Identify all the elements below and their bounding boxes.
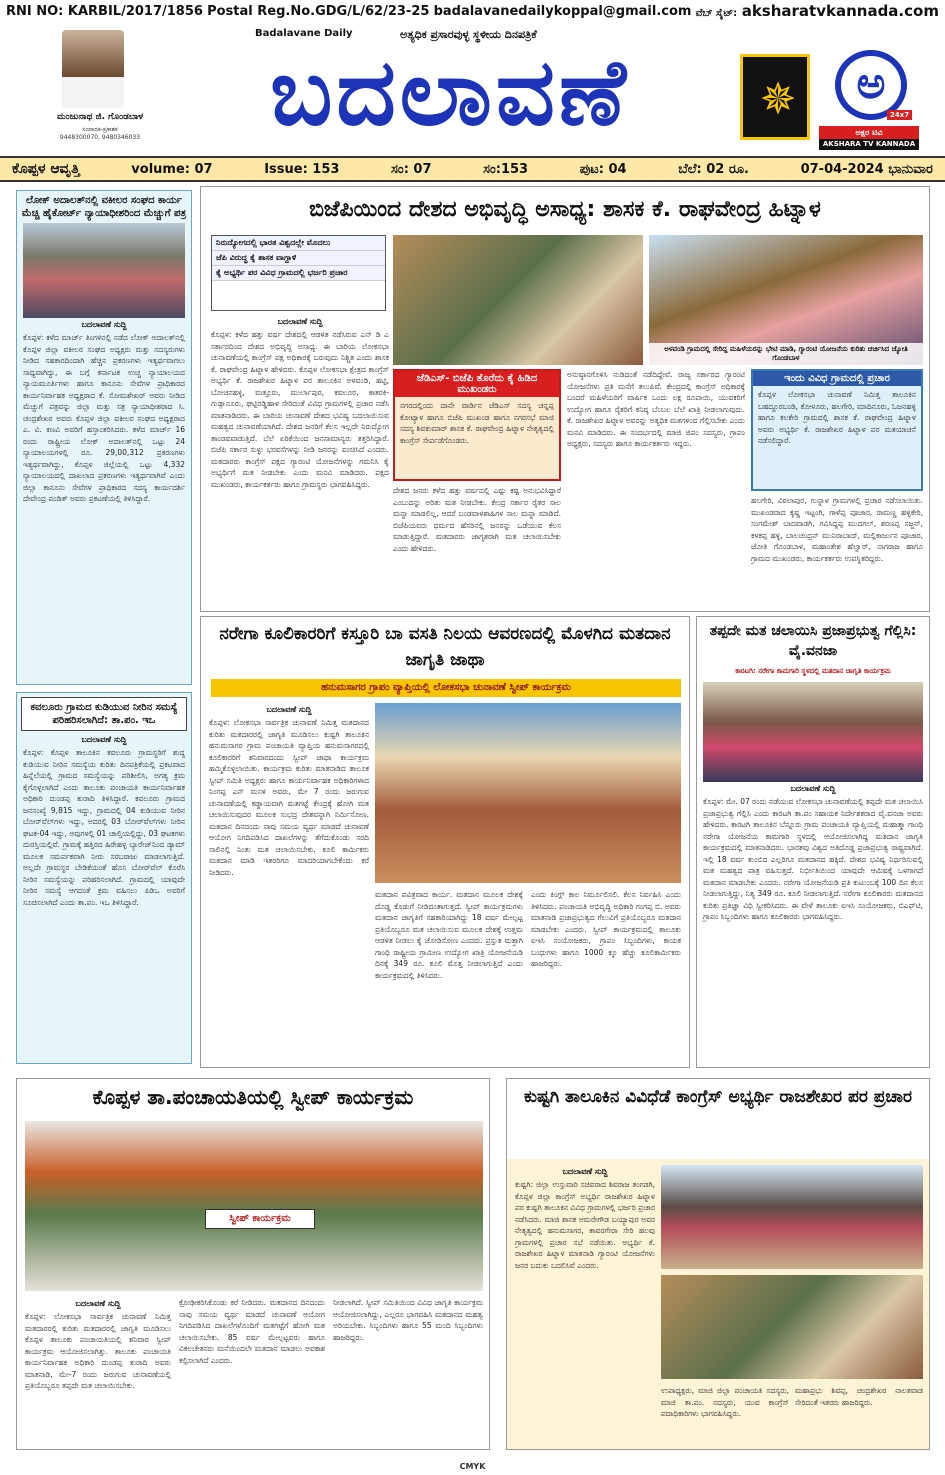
sidebar-campaign-today	[751, 369, 923, 491]
article-body: ಕೊಪ್ಪಳ: ಲೋಕಸಭಾ ಸಾರ್ವತ್ರಿಕ ಚುನಾವಣೆ ನಿಮಿತ್ತ ಮತದಾನದ ಕುರಿತು ಮತದಾರರಲ್ಲಿ ಜಾಗೃತಿ ಮೂಡಿಸಲು ಕುಷ್ಟಗಿ ತಾಲೂಕಿನ ಹನುಮಸಾಗರ ಗ್ರಾಮ ಪಂಚಾಯತಿ ವ್ಯಾಪ್ತಿಯ ಹನುಮಸಾಗರದಲ್ಲಿ ಕೂಲಿಕಾರರಿಗೆ ಶನಿವಾರದಂದು ಸ್ವೀಪ್ ಜಾಥಾ ಕಾರ್ಯಕ್ರಮ ಹಮ್ಮಿಕೊಳ್ಳಲಾಯಿತು. ಕಾರ್ಯಕ್ರಮ ಕುರಿತು ಮಾತನಾಡಿದ ತಾಲೂಕ ಸ್ವೀಪ್ ಸಮಿತಿ ಅಧ್ಯಕ್ಷರು ಹಾಗೂ ಕಾರ್ಯನಿರ್ವಾಹಕ ಅಧಿಕಾರಿಗಳಾದ ನಿಂಗಪ್ಪ ಎನ್ ಮಸಳಿ ಅವರು, ಮೇ 7 ರಂದು ಜರುಗುವ ಚುನಾವಣೆಯಲ್ಲಿ ಕಡ್ಡಾಯವಾಗಿ ಮತಗಟ್ಟೆ ಕೇಂದ್ರಕ್ಕೆ ಹೋಗಿ ಮತ ಚಲಾಯಿಸುವುದರ ಮೂಲಕ ಸುಭದ್ರ ದೇಶವನ್ನಾಗಿ ನಿರ್ಮಿಸೋಣ. ಮತದಾನ ದಿನದಂದು ನಾವು ಸಮಯ ವ್ಯರ್ಥ ಮಾಡದೆ ಚುನಾವಣೆ ಆಯೋಗ ನಿಗದಿಪಡಿಸಿದ ದಾಖಲೆಗಳನ್ನು ತೆಗೆದುಕೊಂಡು ಸರದಿ ಸಾಲಿನಲ್ಲಿ ನಿಂತು ಮತ ಚಲಾಯಿಸಬೇಕು. ಕೂಲಿ ಕಾರ್ಮಿಕರು ಮತದಾನ ಮಾಡಿ ಇತರರಿಗೂ ಮಾದರಿಯಾಗಬೇಕೆಂದು ಕರೆ ನೀಡಿದರು.	[209, 718, 369, 877]
lead-highlights	[211, 235, 386, 311]
article-body: ಕೊಪ್ಪಳ: ಕಳೆದ ಹತ್ತು ವರ್ಷ ದೇಶದಲ್ಲಿ ಆಡಳಿತ ನಡೆಸಿರುವ ಎನ್ ಡಿ ಎ ಸರ್ಕಾರದಿಂದ ದೇಶದ ಅಭಿವೃದ್ಧಿ ಅಸಾಧ್ಯ. ಈ ಬಾರಿಯ ಲೋಕಸಭಾ ಚುನಾವಣೆಯಲ್ಲಿ ಕಾಂಗ್ರೆಸ್ ಪಕ್ಷ ಅಧಿಕಾರಕ್ಕೆ ಬರುವುದು ನಿಶ್ಚಿತ ಎಂದು ಶಾಸಕ ಕೆ. ರಾಘವೇಂದ್ರ ಹಿಟ್ನಾಳ ಹೇಳಿದರು. ಕೊಪ್ಪಳ ಲೋಕಸಭಾ ಕ್ಷೇತ್ರದ ಕಾಂಗ್ರೆಸ್ ಅಭ್ಯರ್ಥಿ ಕೆ. ರಾಜಶೇಖರ ಹಿಟ್ನಾಳ ಪರ ತಾಲೂಕಿನ ಅಳವಂಡಿ, ಹಟ್ಟಿ, ಬೋಚನಹಳ್ಳಿ, ಮತ್ತೂರು, ಮುರ್ಲಾಪುರ, ಕವಲೂರ, ಕಾತರಕಿ-ಗುಡ್ಲಾನೂರು, ಘಟ್ಟಿರಡ್ಡಿಹಾಳ ಸೇರಿದಂತೆ ವಿವಿಧ ಗ್ರಾಮಗಳಲ್ಲಿ ಪ್ರಚಾರ ನಡೆಸಿ ಮಾತನಾಡಿದರು. ಈ ಬಾರಿಯ ಚುನಾವಣೆ ದೇಶದ ಭವಿಷ್ಯ ಬದಲಾಯಿಸುವ ಮಹತ್ವದ ಚುನಾವಣೆಯಾಗಿದೆ. ದೇಶದ ಜನರಿಗೆ ಕೆಲಸ ಇಲ್ಲದೇ ನಿರುದ್ಯೋಗ ತಾಂಡವವಾಡುತ್ತಿದೆ. ಬೆಲೆ ಏರಿಕೆಯಿಂದ ಜನಸಾಮಾನ್ಯರು ತತ್ತರಿಸಿದ್ದಾರೆ. ಬಿಜೆಪಿ ಸರ್ಕಾರ ಸುಳ್ಳು ಭರವಸೆಗಳನ್ನು ನೀಡಿ ಜನರನ್ನು ವಂಚಿಸಿದೆ ಎಂದರು. ಮತದಾರರು ಕಾಂಗ್ರೆಸ್ ಪಕ್ಷದ ಗ್ಯಾರಂಟಿ ಯೋಜನೆಗಳನ್ನು ಗಮನಿಸಿ ಕೈ ಅಭ್ಯರ್ಥಿಗೆ ಮತ ನೀಡಬೇಕು ಎಂದು ಮನವಿ ಮಾಡಿದರು. ಪಕ್ಷದ ಮುಖಂಡರು, ಕಾರ್ಯಕರ್ತರು ಹಾಗೂ ಗ್ರಾಮಸ್ಥರು ಭಾಗವಹಿಸಿದ್ದರು.	[211, 330, 389, 489]
issue: Issue: 153	[264, 161, 340, 177]
website-label: ವೆಬ್ ಸೈಟ್:	[695, 8, 738, 19]
highlight-item: ಕೈ ಅಭ್ಯರ್ಥಿ ಪರ ವಿವಿಧ ಗ್ರಾಮದಲ್ಲಿ ಭರ್ಜರಿ ಪ್ರಚಾರ	[212, 266, 385, 281]
article-nrega-jatha	[200, 616, 690, 1068]
article-byline: ಬದಲಾವಣೆ ಸುದ್ದಿ	[790, 784, 836, 793]
tv-name-english: AKSHARA TV KANNADA	[819, 139, 919, 150]
br-photo-stage	[661, 1165, 923, 1269]
tv-badge: 24x7	[887, 110, 912, 120]
masthead-tagline: ಅತ್ಯಧಿಕ ಪ್ರಸಾರವುಳ್ಳ ಸ್ಥಳೀಯ ದಿನಪತ್ರಿಕೆ	[400, 28, 537, 41]
article-body: ಕೊಪ್ಪಳ: ಲೋಕಸಭಾ ಸಾರ್ವತ್ರಿಕ ಚುನಾವಣೆ ನಿಮಿತ್ತ ಮತದಾರರಲ್ಲಿ ಕುರಿತು ಮತದಾರರಲ್ಲಿ ಜಾಗೃತಿ ಮೂಡಿಸಲು ಕೊಪ್ಪಳ ತಾಲೂಕು ಪಂಚಾಯತಿಯಲ್ಲಿ ಶನಿವಾರ ಸ್ವೀಪ್ ಕಾರ್ಯಕ್ರಮ ಆಯೋಜಿಸಲಾಗಿತ್ತು. ತಾಲೂಕು ಪಂಚಾಯತಿ ಕಾರ್ಯನಿರ್ವಾಹಕ ಅಧಿಕಾರಿ ದುಂಡಪ್ಪ ತುರಾದಿ ಅವರು ಮಾತನಾಡಿ, ಮೇ-7 ರಂದು ಜರುಗುವ ಚುನಾವಣೆಯಲ್ಲಿ ಪ್ರತಿಯೊಬ್ಬರೂ ತಪ್ಪದೇ ಮತ ಚಲಾಯಿಸಬೇಕು.	[25, 1312, 171, 1390]
br-col-2: ಉಪಾಧ್ಯಕ್ಷರು, ಮಾಜಿ ಜಿಲ್ಲಾ ಪಂಚಾಯತಿ ಸದಸ್ಯರು, ಮಾಜಿ ತಾ.ಪಂ. ಸದಸ್ಯರು, ಯುವ ಕಾಂಗ್ರೆಸ್ ಪದಾಧಿಕಾರಿಗಳು ಭಾಗವಹಿಸಿದ್ದರು.	[661, 1386, 789, 1418]
photo-caption: ಅಳವಂಡಿ ಗ್ರಾಮದಲ್ಲಿ ಸೇರಿದ್ದ ಮಹಿಳೆಯರನ್ನು ಭೇಟಿ ಮಾಡಿ, ಗ್ಯಾರಂಟಿ ಯೋಜನೆಯ ಕುರಿತು ಚರ್ಚಿಸಿದ ಜ್ಯೋತಿ ಗೊಂಡಬಾಳ	[649, 343, 923, 365]
print-reg-marks	[0, 1462, 945, 1475]
mid-photo-crowd	[375, 703, 681, 883]
tv-logo-icon: ಅ	[835, 50, 907, 120]
cmyk-label: CMYK	[459, 1462, 486, 1471]
right-headline: ತಪ್ಪದೇ ಮತ ಚಲಾಯಿಸಿ ಪ್ರಜಾಪ್ರಭುತ್ವ ಗೆಲ್ಲಿಸಿ: ವೈ.ವನಜಾ	[709, 623, 917, 659]
newspaper-title: ಬದಲಾವಣೆ	[270, 38, 630, 146]
mid-col-2: ಮತದಾನ ಪವಿತ್ರವಾದ ಕಾರ್ಯ. ಮತದಾನ ಮೂಲಕ ದೇಶಕ್ಕೆ ದೊಡ್ಡ ಕೊಡುಗೆ ನೀಡಿದಂತಾಗುತ್ತದೆ. ಸ್ವೀಪ್ ಕಾರ್ಯಕ್ರಮಗಳು ಮತದಾನ ಜಾಗೃತಿಗೆ ಸಹಕಾರಿಯಾಗಿದ್ದು 18 ವರ್ಷ ಮೇಲ್ಪಟ್ಟ ಪ್ರತಿಯೊಬ್ಬರೂ ಮತ ಚಲಾಯಿಸುವ ಮೂಲಕ ದೇಶಕ್ಕೆ ಉತ್ತಮ ಆಡಳಿತ ನೀಡಲು ಕೈ ಜೋಡಿಸೋಣ ಎಂದರು. ಪ್ರಸ್ತುತ ಮತ್ತಾಗಿ ಗಾಂಧಿ ರಾಷ್ಟ್ರೀಯ ಗ್ರಾಮೀಣ ಉದ್ಯೋಗ ಖಾತ್ರಿ ಯೋಜನೆಯಡಿ ದಿನಕ್ಕೆ 349 ರೂ. ಕೂಲಿ ಮೊತ್ತ ನೀಡಲಾಗುತ್ತಿದೆ ಎಂದು ಕಾರ್ಯಕ್ರಮದಲ್ಲಿ ತಿಳಿಸಿದರು.	[375, 890, 523, 980]
article-kavaluru-water	[16, 692, 192, 1064]
sidebar-body: ಕೊಪ್ಪಳ ಲೋಕಸಭಾ ಚುನಾವಣೆ ನಿಮಿತ್ತ ತಾಲೂಕಿನ ಬಹದ್ದೂರಬಂಡಿ, ಕೋಳೂರು, ಹಲಗೇರಿ, ಮಾದಿನೂರು, ಓಜನಹಳ್ಳಿ ಹಾಗೂ ಕಲಕೇರಿ ಗ್ರಾಮದಲ್ಲಿ ಶಾಸಕ ಕೆ. ರಾಘವೇಂದ್ರ ಹಿಟ್ನಾಳ ಅವರು ಅಭ್ಯರ್ಥಿ ಕೆ. ರಾಜಶೇಖರ ಹಿಟ್ನಾಳ ಪರ ಮತಯಾಚನೆ ನಡೆಸಲಿದ್ದಾರೆ.	[758, 390, 916, 445]
email-address[interactable]: badalavanedailykoppal@gmail.com	[433, 3, 692, 19]
article-byline: ಬದಲಾವಣೆ ಸುದ್ದಿ	[562, 1167, 608, 1176]
price: ಬೆಲೆ: 02 ರೂ.	[678, 161, 749, 177]
article-byline: ಬದಲಾವಣೆ ಸುದ್ದಿ	[277, 317, 323, 326]
article-lead	[200, 186, 930, 612]
akshara-tv-logo	[815, 44, 923, 152]
date: 07-04-2024 ಭಾನುವಾರ	[800, 161, 933, 177]
lead-col-4	[751, 369, 923, 605]
br-photo-crowd	[661, 1275, 923, 1379]
editor-photo	[62, 30, 124, 108]
rni-number: RNI NO: KARBIL/2017/1856	[6, 3, 203, 19]
article-byline: ಬದಲಾವಣೆ ಸುದ್ದಿ	[75, 1299, 121, 1308]
lead-headline: ಬಿಜೆಪಿಯಿಂದ ದೇಶದ ಅಭಿವೃದ್ಧಿ ಅಸಾಧ್ಯ: ಶಾಸಕ ಕೆ. ರಾಘವೇಂದ್ರ ಹಿಟ್ನಾಳ	[309, 197, 821, 222]
website-link[interactable]: aksharatvkannada.com	[741, 2, 939, 20]
article-headline: ಲೋಕ್ ಅದಾಲತ್‌ನಲ್ಲಿ ವಕೀಲರ ಸಂಘದ ಕಾರ್ಯ ಮೆಚ್ಚಿ ಹೈಕೋರ್ಟ್ ನ್ಯಾಯಾಧೀಶರಿಂದ ಮೆಚ್ಚುಗೆ ಪತ್ರ	[21, 195, 187, 219]
article-photo	[23, 223, 185, 318]
bottom-left-headline: ಕೊಪ್ಪಳ ತಾ.ಪಂಚಾಯತಿಯಲ್ಲಿ ಸ್ವೀಪ್ ಕಾರ್ಯಕ್ರಮ	[92, 1085, 414, 1109]
bl-col-3: ನೀಡಲಾಗಿದೆ. ಸ್ವೀಪ್ ಸಮಿತಿಯಿಂದ ವಿವಿಧ ಜಾಗೃತಿ ಕಾರ್ಯಕ್ರಮ ಆಯೋಜಿಸಲಾಗಿದ್ದು, ಎಲ್ಲರೂ ಭಾಗವಹಿಸಿ ಮತದಾನದ ಮಹತ್ವ ಅರಿಯಬೇಕು. ಸಿಬ್ಬಂದಿಗಳು ಹಾಗೂ 55 ಮಂದಿ ಸಿಬ್ಬಂದಿಗಳು ಹಾಜರಿದ್ದರು.	[333, 1298, 483, 1342]
daily-english-name: Badalavane Daily	[255, 28, 353, 39]
top-info-bar	[0, 0, 945, 22]
right-subhead: ಕಾರಟಗಿ: ನರೇಗಾ ಕಾಮಗಾರಿ ಸ್ಥಳದಲ್ಲಿ ಮತದಾನ ಜಾಗೃತಿ ಕಾರ್ಯಕ್ರಮ	[735, 667, 891, 675]
article-koppal-sweep	[16, 1078, 490, 1450]
article-byline: ಬದಲಾವಣೆ ಸುದ್ದಿ	[266, 705, 312, 714]
tv-name-kannada: ಅಕ್ಷರ ಟಿವಿ	[819, 126, 919, 139]
mid-subhead: ಹನುಮಸಾಗರ ಗ್ರಾಪಂ ವ್ಯಾಪ್ತಿಯಲ್ಲಿ ಲೋಕಸಭಾ ಚುನಾವಣೆ ಸ್ವೀಪ್ ಕಾರ್ಯಕ್ರಮ	[211, 679, 681, 697]
page-count: ಪುಟ: 04	[579, 161, 627, 177]
article-body: ಕೊಪ್ಪಳ: ಕೊಪ್ಪಳ ತಾಲೂಕಿನ ಕವಲೂರು ಗ್ರಾಮಸ್ಥರಿಗೆ ಶುದ್ಧ ಕುಡಿಯುವ ನೀರಿನ ಸಮಸ್ಯೆಯ ಕುರಿತು ದಿನಪತ್ರಿಕೆಯಲ್ಲಿ ಪ್ರಕಟವಾದ ಹಿನ್ನೆಲೆಯಲ್ಲಿ ಗ್ರಾಮದ ಸಮಸ್ಯೆಯನ್ನು ಪರಿಶೀಲಿಸಿ, ಅಗತ್ಯ ಕ್ರಮ ಕೈಗೊಳ್ಳಲಾಗಿದೆ ಎಂದು ತಾಲೂಕು ಪಂಚಾಯತಿ ಕಾರ್ಯನಿರ್ವಾಹಕ ಅಧಿಕಾರಿ ದುಂಡಪ್ಪ ತುರಾದಿ ತಿಳಿಸಿದ್ದಾರೆ. ಕವಲೂರು ಗ್ರಾಮದ ಜನಸಂಖ್ಯೆ 9,815 ಇದ್ದು, ಗ್ರಾಮದಲ್ಲಿ 04 ಕುಡಿಯುವ ನೀರಿನ ಬೋರ್‌ವೆಲ್‌ಗಳು ಇದ್ದು, ಅದರಲ್ಲಿ 03 ಬೋರ್‌ವೆಲ್‌ಗಳು ನೀರಿನ ಘಟಕ-04 ಇದ್ದು, ಅವುಗಳಲ್ಲಿ 01 ಚಾಲ್ತಿಯಲ್ಲಿದ್ದು, 03 ಘಟಕಗಳು ದುರಸ್ತಿಯಲ್ಲಿವೆ. ಗ್ರಾಮಕ್ಕೆ ಹತ್ತಿರದ ಹಿರೇಹಳ್ಳ ಬ್ಯಾರೇಜ್‌ನಿಂದ ಡ್ಯಾಮ್ ಮೂಲಕ ಸಮರ್ಪಕವಾಗಿ ನೀರು ಸರಬರಾಜು ಮಾಡಲಾಗುತ್ತಿದೆ. ಅಲ್ಲದೇ ಗ್ರಾಮಸ್ಥರ ಬೇಡಿಕೆಯಂತೆ ಹೊಸ ಬೋರ್‌ವೆಲ್ ಕೊರೆಸಿ ನೀರಿನ ಸಮಸ್ಯೆಯನ್ನು ಪರಿಹರಿಸಲಾಗಿದೆ. ಗ್ರಾಮದಲ್ಲಿ ಯಾವುದೇ ನೀರಿನ ಸಮಸ್ಯೆ ಆಗದಂತೆ ಕ್ರಮ ವಹಿಸಲು ಪಿಡಿಒ ಅವರಿಗೆ ಸೂಚಿಸಲಾಗಿದೆ ಎಂದು ತಾ.ಪಂ. ಇಒ ತಿಳಿಸಿದ್ದಾರೆ.	[23, 748, 185, 907]
lead-col-3	[567, 369, 745, 605]
photo-banner-text: ಸ್ವೀಪ್ ಕಾರ್ಯಕ್ರಮ	[205, 1209, 315, 1229]
article-byline: ಬದಲಾವಣೆ ಸುದ್ದಿ	[81, 320, 127, 329]
editor-name: ಮಂಜುನಾಥ ಜಿ. ಗೊಂಡಬಾಳ	[56, 112, 144, 122]
bl-col-1	[25, 1297, 171, 1445]
article-headline: ಕವಲೂರು ಗ್ರಾಮದ ಕುಡಿಯುವ ನೀರಿನ ಸಮಸ್ಯೆ ಪರಿಹರಿಸಲಾಗಿದೆ: ತಾ.ಪಂ. ಇಒ	[21, 697, 187, 731]
masthead	[0, 22, 945, 154]
lead-photo-women	[649, 235, 923, 365]
volume: volume: 07	[131, 161, 213, 177]
article-body: ಕೊಪ್ಪಳ: ಕಳೆದ ಮಾರ್ಚ್ ತಿಂಗಳಿನಲ್ಲಿ ನಡೆದ ಲೋಕ್ ಅದಾಲತ್‌ನಲ್ಲಿ ಕೊಪ್ಪಳ ಜಿಲ್ಲಾ ವಕೀಲರ ಸಂಘದ ಅಧ್ಯಕ್ಷರು ಮತ್ತು ಸದಸ್ಯರುಗಳು ನೀಡಿದ ಸಹಕಾರದಿಂದಾಗಿ ಹೆಚ್ಚಿನ ಪ್ರಕರಣಗಳು ಇತ್ಯರ್ಥವಾಗಲು ಸಾಧ್ಯವಾಗಿದ್ದು, ಈ ಬಗ್ಗೆ ಕರ್ನಾಟಕ ಉಚ್ಚ ನ್ಯಾಯಾಲಯದ ನ್ಯಾಯಮೂರ್ತಿಗಳು ಹಾಗೂ ಕಾನೂನು ಸೇವೆಗಳ ಪ್ರಾಧಿಕಾರದ ಕಾರ್ಯನಿರ್ವಾಹಕ ಅಧ್ಯಕ್ಷರಾದ ಕೆ. ಸೋಮಶೇಖರ್ ಅವರು ನೀಡಿದ ಮೆಚ್ಚುಗೆ ಪತ್ರವನ್ನು ಜಿಲ್ಲಾ ಮತ್ತು ಸತ್ರ ನ್ಯಾಯಾಧೀಶರಾದ ಸಿ. ಚಂದ್ರಶೇಖರ ಅವರು ಕೊಪ್ಪಳ ಜಿಲ್ಲಾ ವಕೀಲರ ಸಂಘದ ಅಧ್ಯಕ್ಷರಾದ ಎ. ವಿ. ಕಣವಿ ಅವರಿಗೆ ಹಸ್ತಾಂತರಿಸಿದರು. ಕಳೆದ ಮಾರ್ಚ್ 16 ರಂದು ರಾಷ್ಟ್ರೀಯ ಲೋಕ್ ಅದಾಲತ್‌ನಲ್ಲಿ ಒಟ್ಟು 24 ನ್ಯಾಯಾಲಯಗಳಲ್ಲಿ ರೂ. 29,00,312 ಪ್ರಕರಣಗಳು ಇತ್ಯರ್ಥವಾಗಿದ್ದು, ಕೊಪ್ಪಳ ಜಿಲ್ಲೆಯಲ್ಲಿ ಒಟ್ಟು 4,332 ನ್ಯಾಯಾಲಯದಲ್ಲಿ ದಾಖಲಾದ ಪ್ರಕರಣಗಳು ಇತ್ಯರ್ಥವಾಗಿವೆ ಎಂದು ಜಿಲ್ಲಾ ಕಾನೂನು ಸೇವೆಗಳ ಪ್ರಾಧಿಕಾರದ ಸದಸ್ಯ ಕಾರ್ಯದರ್ಶಿ ದೇವೇಂದ್ರ ಪಂಡಿತ್ ಅವರು ಪ್ರಕಟಣೆಯಲ್ಲಿ ತಿಳಿಸಿದ್ದಾರೆ.	[23, 333, 185, 503]
edition-name: ಕೊಪ್ಪಳ ಆವೃತ್ತಿ	[12, 161, 80, 177]
mid-headline: ನರೇಗಾ ಕೂಲಿಕಾರರಿಗೆ ಕಸ್ತೂರಿ ಬಾ ವಸತಿ ನಿಲಯ ಆವರಣದಲ್ಲಿ ಮೊಳಗಿದ ಮತದಾನ ಜಾಗೃತಿ ಜಾಥಾ	[219, 624, 671, 670]
bl-col-2: ಕ್ರೋಢೀಕರಿಸಿಕೊಂಡು ಕರೆ ನೀಡಿದರು. ಮತದಾನದ ದಿನದಂದು ನಾವು ಸಮಯ ವ್ಯರ್ಥ ಮಾಡದೆ ಚುನಾವಣೆ ಆಯೋಗ ನಿಗದಿಪಡಿಸಿದ ದಾಖಲೆಗಳೊಂದಿಗೆ ಮತಗಟ್ಟೆಗೆ ಹೋಗಿ ಮತ ಚಲಾಯಿಸಬೇಕು. 85 ವರ್ಷ ಮೇಲ್ಪಟ್ಟವರು ಹಾಗೂ ವಿಕಲಚೇತನರು ಮನೆಯಿಂದಲೇ ಮತದಾನ ಮಾಡಲು ಅವಕಾಶ ಕಲ್ಪಿಸಲಾಗಿದೆ ಎಂದರು.	[179, 1298, 325, 1365]
article-kushtagi-campaign	[506, 1078, 930, 1450]
lead-photo-speaker	[393, 235, 643, 365]
bottom-left-photo	[25, 1121, 483, 1291]
article-body: ಕುಷ್ಟಗಿ: ಜಿಲ್ಲಾ ಉಸ್ತುವಾರಿ ಸಚಿವರಾದ ಶಿವರಾಜ ತಂಗಡಗಿ, ಕೊಪ್ಪಳ ಜಿಲ್ಲಾ ಕಾಂಗ್ರೆಸ್ ಅಭ್ಯರ್ಥಿ ರಾಜಶೇಖರ ಹಿಟ್ನಾಳ ಪರ ಕುಷ್ಟಗಿ ತಾಲೂಕಿನ ವಿವಿಧ ಗ್ರಾಮಗಳಲ್ಲಿ ಭರ್ಜರಿ ಪ್ರಚಾರ ನಡೆಸಿದರು. ಮಾಜಿ ಶಾಸಕ ಅಮರೇಗೌಡ ಬಯ್ಯಾಪುರ ಅವರ ನೇತೃತ್ವದಲ್ಲಿ ಹನುಮಸಾಗರ, ತಾವರಗೇರಾ ಸೇರಿ ಹಲವು ಗ್ರಾಮಗಳಲ್ಲಿ ಪ್ರಚಾರ ಸಭೆ ನಡೆಯಿತು. ಅಭ್ಯರ್ಥಿ ಕೆ. ರಾಜಶೇಖರ ಹಿಟ್ನಾಳ ಮಾತನಾಡಿ ಗ್ಯಾರಂಟಿ ಯೋಜನೆಗಳು ಜನರ ಬದುಕು ಬದಲಿಸಿವೆ ಎಂದರು.	[515, 1180, 655, 1270]
editor-info: ಸಂಪಾದಕ-ಪ್ರಕಾಶಕ 9448300070, 9480346033	[59, 126, 141, 141]
mid-col-1	[209, 703, 369, 1063]
article-lok-adalat	[16, 190, 192, 685]
compass-star-icon: ✵	[759, 74, 797, 125]
article-byline: ಬದಲಾವಣೆ ಸುದ್ದಿ	[81, 735, 127, 744]
sidebar-headline: ಜೆಡಿಎಸ್- ಬಿಜೆಪಿ ತೊರೆದು ಕೈ ಹಿಡಿದ ಮುಖಂಡರು	[395, 371, 559, 397]
article-body: ಕೊಪ್ಪಳ: ಮೇ. 07 ರಂದು ನಡೆಯುವ ಲೋಕಸಭಾ ಚುನಾವಣೆಯಲ್ಲಿ ತಪ್ಪದೇ ಮತ ಚಲಾಯಿಸಿ ಪ್ರಜಾಪ್ರಭುತ್ವ ಗೆಲ್ಲಿಸಿ ಎಂದು ಕಾರಟಗಿ ತಾ.ಪಂ ಸಹಾಯಕ ನಿರ್ದೇಶಕರಾದ ವೈ.ವನಜಾ ಅವರು ಹೇಳಿದರು. ಕಾರಟಗಿ ತಾಲೂಕಿನ ಬೆನ್ನೂರು ಗ್ರಾಮ ಪಂಚಾಯತಿ ವ್ಯಾಪ್ತಿಯಲ್ಲಿ ಮಹಾತ್ಮಾ ಗಾಂಧಿ ನರೇಗಾ ಯೋಜನೆಯ ಕಾಮಗಾರಿ ಸ್ಥಳದಲ್ಲಿ ಆಯೋಜಿಸಲಾಗಿದ್ದ ಮತದಾನ ಜಾಗೃತಿ ಕಾರ್ಯಕ್ರಮದಲ್ಲಿ ಮಾತನಾಡಿದರು. ಭಾರತವು ವಿಶ್ವದ ಅತಿದೊಡ್ಡ ಪ್ರಜಾಪ್ರಭುತ್ವ ರಾಷ್ಟ್ರವಾಗಿದೆ. ಇಲ್ಲಿ 18 ವರ್ಷ ತುಂಬಿದ ಎಲ್ಲರಿಗೂ ಮತದಾನದ ಹಕ್ಕಿದೆ. ದೇಶದ ಭವಿಷ್ಯ ನಿರ್ಧರಿಸುವಲ್ಲಿ ಮತ ಮಹತ್ವದ ಪಾತ್ರ ವಹಿಸುತ್ತದೆ. ನಿರ್ಭೀತಿಯಿಂದ ಯಾವುದೇ ಆಮಿಷಕ್ಕೆ ಒಳಗಾಗದೆ ಮತದಾನ ಮಾಡಬೇಕು ಎಂದರು. ನರೇಗಾ ಯೋಜನೆಯಡಿ ಪ್ರತಿ ಕುಟುಂಬಕ್ಕೆ 100 ದಿನ ಕೆಲಸ ನೀಡಲಾಗುತ್ತಿದ್ದು, ನಿತ್ಯ 349 ರೂ. ಕೂಲಿ ನೀಡಲಾಗುತ್ತಿದೆ. ನರೇಗಾ ಕೂಲಿಕಾರರು ಮತದಾನದ ಕುರಿತು ಪ್ರತಿಜ್ಞಾ ವಿಧಿ ಸ್ವೀಕರಿಸಿದರು. ಈ ವೇಳೆ ತಾಲೂಕು ಐಇಸಿ ಸಂಯೋಜಕರು, ಬಿಎಫ್‌ಟಿ, ಗ್ರಾಪಂ ಸಿಬ್ಬಂದಿಗಳು ಹಾಗೂ ಕೂಲಿಕಾರರು ಭಾಗವಹಿಸಿದ್ದರು.	[703, 797, 923, 921]
sidebar-body: ನಗರದಲ್ಲಿಂದು ದಾನೇ ವಾರ್ಡಿನ ಜೆಡಿಎಸ್ ಸದಸ್ಯ ಚನ್ನಪ್ಪ ಕೋಟ್ಯಾಳ ಹಾಗೂ ಬಿಜೆಪಿ ಮುಖಂಡ ಹಾಗೂ ನಗರಸಭೆ ಮಾಜಿ ಸದಸ್ಯ ಶಿವಕುಮಾರ್ ಶಾಸಕ ಕೆ. ರಾಘವೇಂದ್ರ ಹಿಟ್ನಾಳ ನೇತೃತ್ವದಲ್ಲಿ ಕಾಂಗ್ರೆಸ್ ಸೇರ್ಪಡೆಗೊಂಡರು.	[400, 401, 554, 445]
br-col-1	[515, 1165, 655, 1445]
lead-col-2	[393, 369, 561, 605]
bottom-right-headline: ಕುಷ್ಟಗಿ ತಾಲೂಕಿನ ವಿವಿಧೆಡೆ ಕಾಂಗ್ರೆಸ್ ಅಭ್ಯರ್ಥಿ ರಾಜಶೇಖರ ಪರ ಪ್ರಚಾರ	[507, 1079, 929, 1159]
postal-reg: Postal Reg.No.GDG/L/62/23-25	[207, 3, 430, 19]
sam-issue: ಸಂ:153	[483, 161, 529, 177]
highlight-item: ನಿರುದ್ಯೋಗದಲ್ಲಿ ಭಾರತ ವಿಶ್ವದಲ್ಲೇ ಮೊದಲು	[212, 236, 385, 251]
dateline-bar	[0, 156, 945, 182]
right-photo	[703, 682, 923, 782]
sidebar-headline: ಇಂದು ವಿವಿಧ ಗ್ರಾಮದಲ್ಲಿ ಪ್ರಚಾರ	[753, 371, 921, 386]
article-body-cont: ಹಲಗೇರಿ, ವಿಠಲಾಪುರ, ಗುನ್ನಾಳ ಗ್ರಾಮಗಳಲ್ಲಿ ಪ್ರಚಾರ ನಡೆಸಲಾಯಿತು. ಮುಖಂಡರಾದ ಕೃಷ್ಣ ಇಟ್ಟಂಗಿ, ಗಾಳೆಪ್ಪ ಪೂಜಾರ, ರಾಮಣ್ಣ ಹಳ್ಳಿಕೇರಿ, ಸಂಗಮೇಶ್ ಬಾದವಾಡಗಿ, ಗವಿಸಿದ್ದಪ್ಪ ಮುದಗಲ್, ಶರಣಪ್ಪ ಸಜ್ಜನ್, ಕಳಕಪ್ಪ ಹಳ್ಳಿ, ಬಾಲಚಂದ್ರನ್ ಮುನಿರಾಬಾದ್, ಮಲ್ಲಿಕಾರ್ಜುನ ಪೂಜಾರ, ಜೋತಿ ಗೊಂಡಬಾಳ, ಮಹಾಂತೇಶ ಹೆಲ್ವಾರ್, ನಾಗರಾಜ ಹಾಗೂ ಗ್ರಾಮದ ಮುಖಂಡರು, ಕಾರ್ಯಕರ್ತರು ಉಪಸ್ಥಿತರಿದ್ದರು.	[751, 496, 923, 563]
highlight-item: ಜೆಪಿ ವಿರುದ್ಧ ಕೈ ಶಾಸಕ ವಾಗ್ದಾಳಿ	[212, 251, 385, 266]
br-col-3: ಮಹಾಪ್ರಭು ಶಿವಪ್ಪ, ಚಂದ್ರಶೇಖರ ನಾಲತವಾಡ ಸೇರಿದಂತೆ ಇತರರು ಹಾಜರಿದ್ದರು.	[795, 1386, 923, 1407]
article-vanaja	[696, 616, 930, 1068]
sam-volume: ಸಂ: 07	[391, 161, 432, 177]
lead-col-1	[211, 315, 389, 605]
mid-col-3: ಎಂದು ಕಿಂಗ್ಲ್ ಕಾಲ ನಿರ್ಮೂಲಿಸಲಿ. ಕೆಲಸ ನಿರ್ವಹಿಸಿ ಎಂದು ತಿಳಿಸಿದರು. ಪಂಚಾಯತಿ ಅಭಿವೃದ್ಧಿ ಅಧಿಕಾರಿ ಗಂಗಪ್ಪ ಬಿ. ಅವರು ಮಾತನಾಡಿ ಪ್ರಜಾಪ್ರಭುತ್ವದ ಗೆಲುವಿಗೆ ಪ್ರತಿಯೊಬ್ಬರೂ ಮತದಾನ ಮಾಡಬೇಕು ಎಂದರು. ಸ್ವೀಪ್ ಕಾರ್ಯಕ್ರಮದಲ್ಲಿ ತಾಲೂಕು ಐಇಸಿ ಸಂಯೋಜಕರು, ಗ್ರಾಪಂ ಸಿಬ್ಬಂದಿಗಳು, ಕಾಯಕ ಬಂಧುಗಳು ಹಾಗೂ 1000 ಕ್ಕೂ ಹೆಚ್ಚು ಕೂಲಿಕಾರ್ಮಿಕರು ಹಾಜರಿದ್ದರು.	[531, 890, 681, 968]
compass-logo-icon	[740, 54, 810, 140]
sidebar-jds-bjp	[393, 369, 561, 481]
article-body-cont: ಅನುಷ್ಠಾನಗೊಳಿಸಿ ನುಡಿದಂತೆ ನಡೆದಿದ್ದೇವೆ. ರಾಜ್ಯ ಸರ್ಕಾರದ ಗ್ಯಾರಂಟಿ ಯೋಜನೆಗಳು ಪ್ರತಿ ಮನೆಗೆ ತಲುಪಿವೆ. ಕೇಂದ್ರದಲ್ಲಿ ಕಾಂಗ್ರೆಸ್ ಅಧಿಕಾರಕ್ಕೆ ಬಂದರೆ ಮಹಿಳೆಯರಿಗೆ ವಾರ್ಷಿಕ ಒಂದು ಲಕ್ಷ ರೂಪಾಯಿ, ಯುವಕರಿಗೆ ಉದ್ಯೋಗ ಹಾಗೂ ರೈತರಿಗೆ ಕನಿಷ್ಠ ಬೆಂಬಲ ಬೆಲೆ ಖಾತ್ರಿ ನೀಡಲಾಗುವುದು. ಕೆ. ರಾಜಶೇಖರ ಹಿಟ್ನಾಳ ಅವರನ್ನು ಅತ್ಯಧಿಕ ಮತಗಳಿಂದ ಗೆಲ್ಲಿಸಬೇಕು ಎಂದು ಮನವಿ ಮಾಡಿದರು. ಈ ಸಂದರ್ಭದಲ್ಲಿ ಮಾಜಿ ಜಿಪಂ ಸದಸ್ಯರು, ಗ್ರಾಪಂ ಅಧ್ಯಕ್ಷರು, ಸದಸ್ಯರು ಹಾಗೂ ಕಾರ್ಯಕರ್ತರು ಇದ್ದರು.	[567, 370, 745, 448]
article-body-cont: ದೇಶದ ಜನರು ಕಳೆದ ಹತ್ತು ವರ್ಷದಲ್ಲಿ ಎಷ್ಟು ಕಷ್ಟ ಅನುಭವಿಸಿದ್ದಾರೆ ಎಂಬುದನ್ನು ಅರಿತು ಮತ ನೀಡಬೇಕು. ಕೇಂದ್ರ ಸರ್ಕಾರ ರೈತರ ಸಾಲ ಮನ್ನಾ ಮಾಡಲಿಲ್ಲ, ಆದರೆ ಬಂಡವಾಳಶಾಹಿಗಳ ಸಾಲ ಮನ್ನಾ ಮಾಡಿದೆ. ಬಿಜೆಪಿಯವರು ಧರ್ಮದ ಹೆಸರಿನಲ್ಲಿ ಜನರನ್ನು ಒಡೆಯುವ ಕೆಲಸ ಮಾಡುತ್ತಿದ್ದಾರೆ. ಮತದಾರರು ಜಾಗೃತರಾಗಿ ಮತ ಚಲಾಯಿಸಬೇಕು ಎಂದು ಹೇಳಿದರು.	[393, 486, 561, 553]
